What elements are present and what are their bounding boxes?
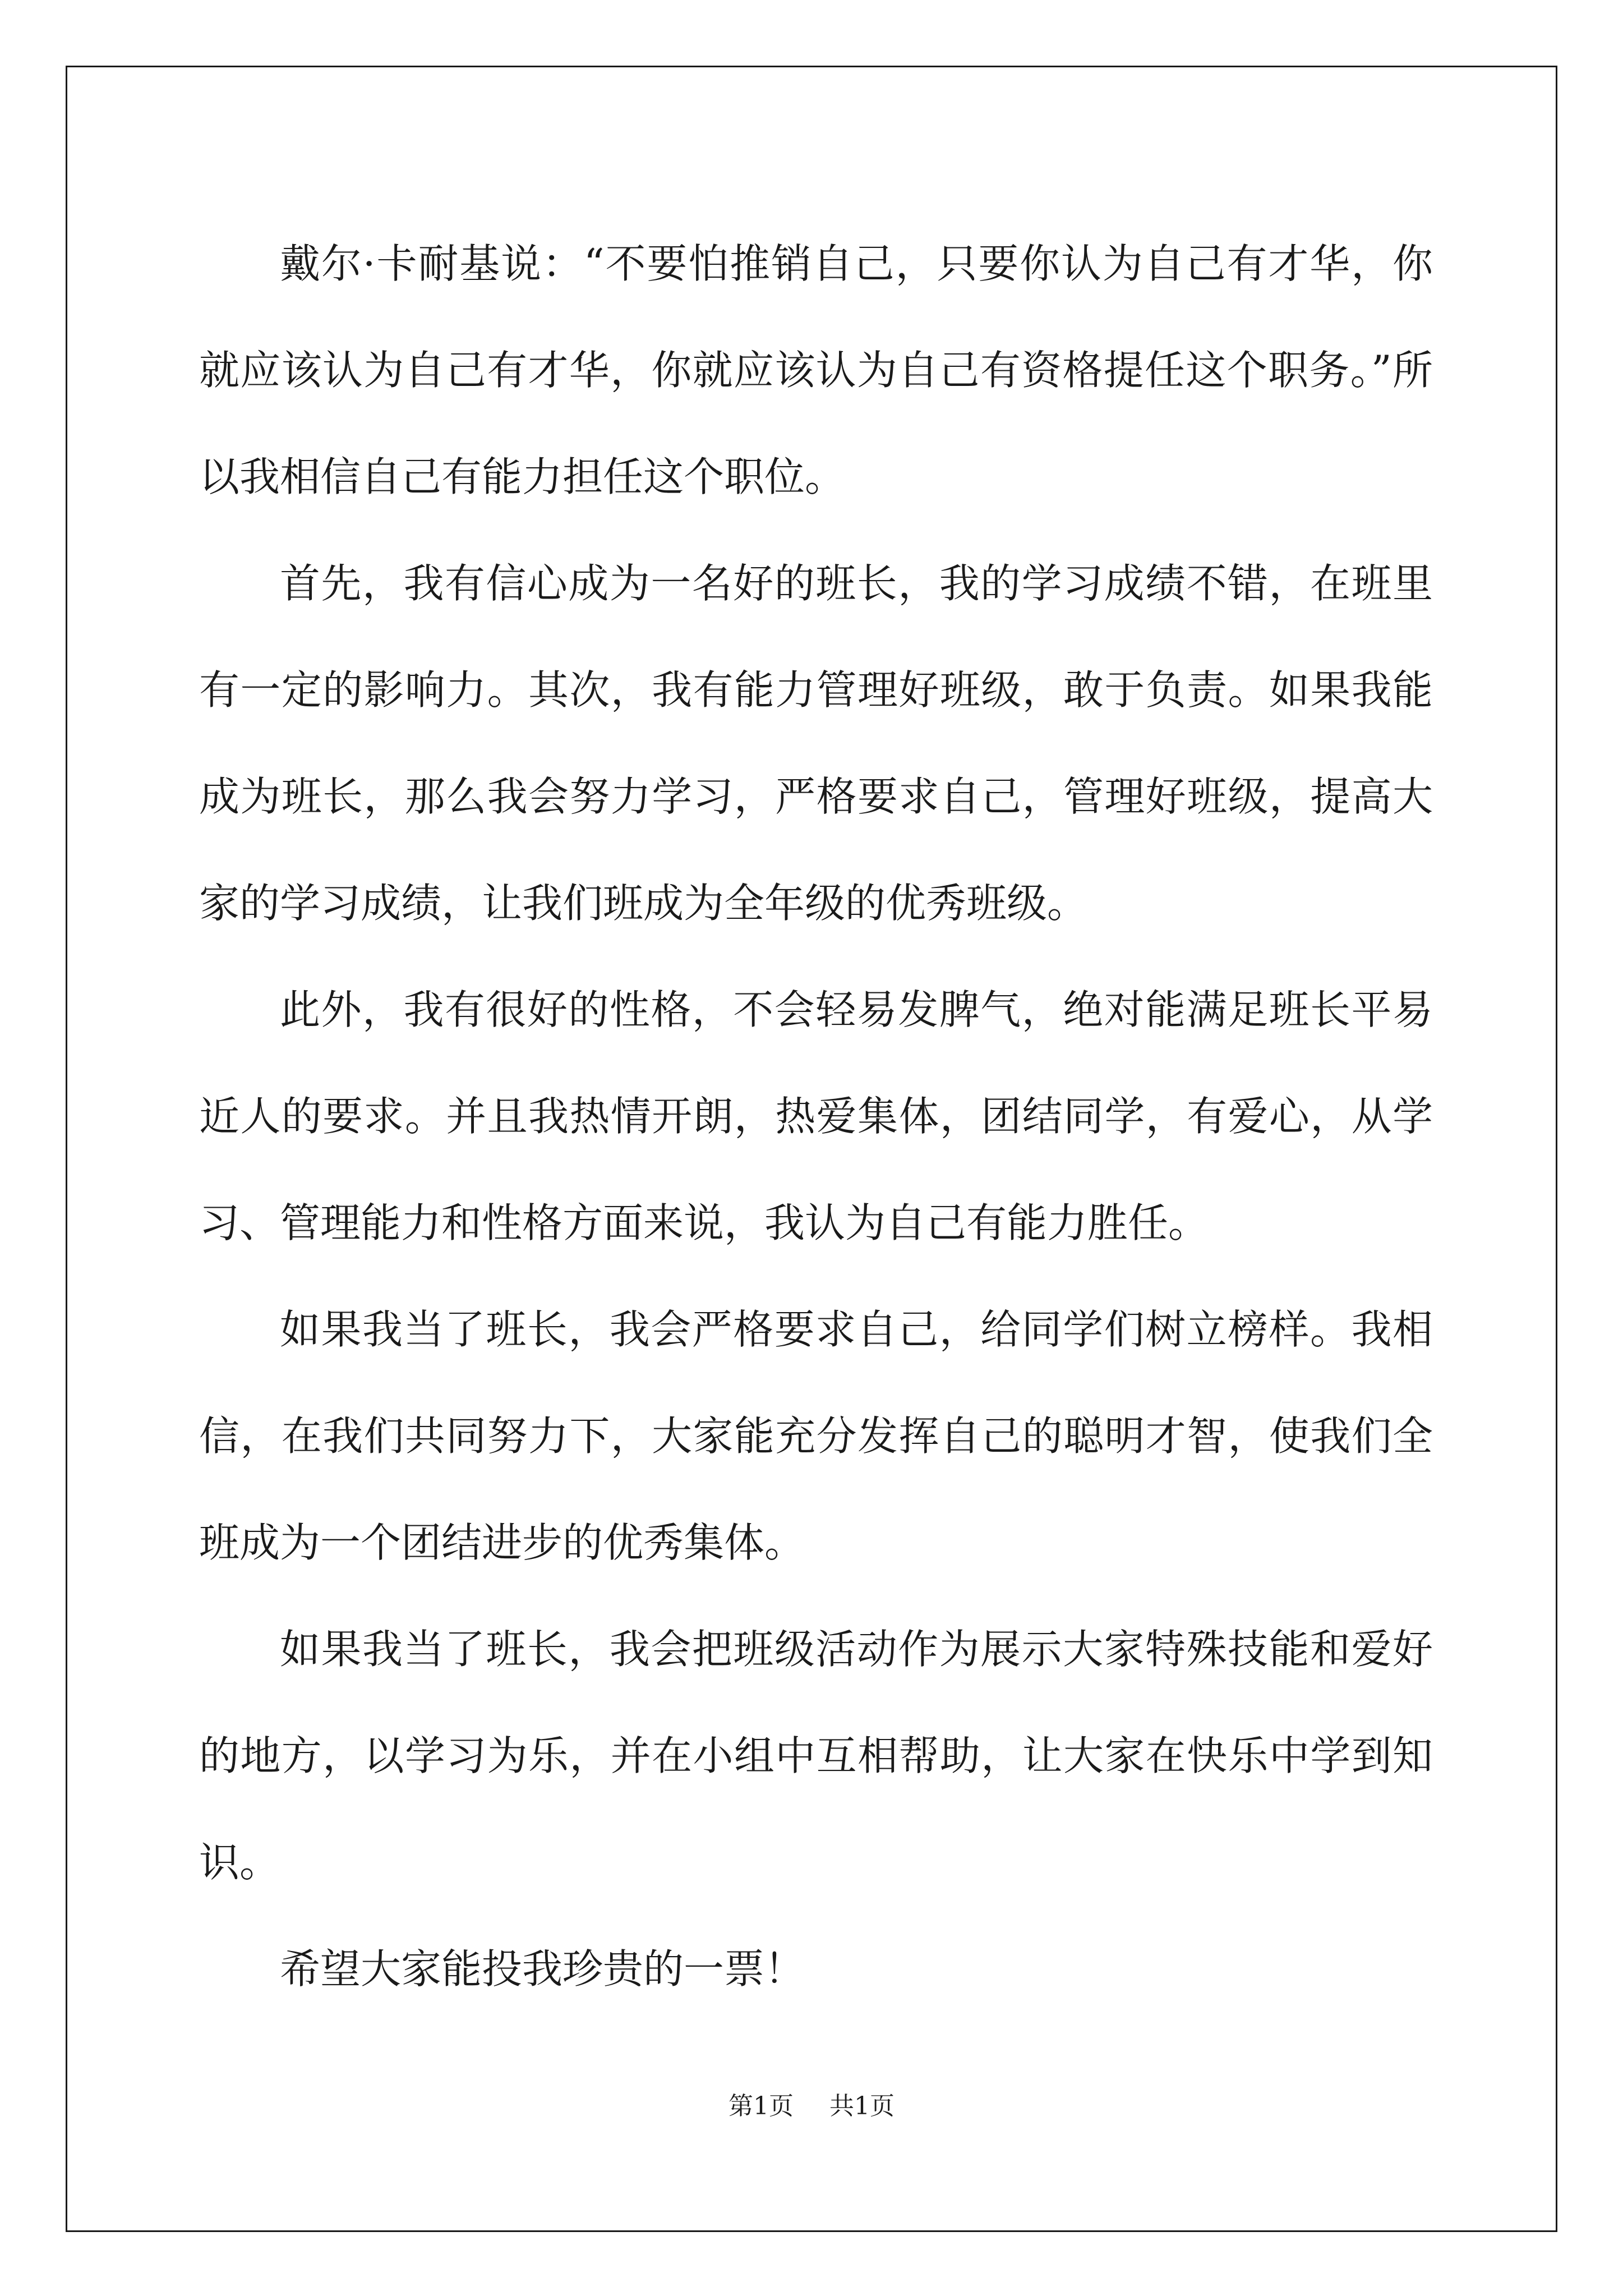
paragraph: 此外，我有很好的性格，不会轻易发脾气，绝对能满足班长平易近人的要求。并且我热情开朗，热爱集体，团结同学，有爱心，从学习、管理能力和性格方面来说，我认为自己有能力胜任。 bbox=[199, 986, 1433, 1246]
page-footer bbox=[0, 2086, 1623, 2122]
page-number: 第1页 bbox=[728, 2092, 794, 2120]
page-total: 共1页 bbox=[829, 2092, 895, 2120]
paragraph: 如果我当了班长，我会把班级活动作为展示大家特殊技能和爱好的地方，以学习为乐，并在小组中互相帮助，让大家在快乐中学到知识。 bbox=[199, 1626, 1433, 1886]
paragraph: 希望大家能投我珍贵的一票！ bbox=[280, 1945, 805, 1993]
paragraph: 戴尔·卡耐基说：“不要怕推销自己，只要你认为自己有才华，你就应该认为自己有才华，你就应该认为自己有资格提任这个职务。”所以我相信自己有能力担任这个职位。 bbox=[199, 240, 1433, 500]
paragraph: 首先，我有信心成为一名好的班长，我的学习成绩不错，在班里有一定的影响力。其次，我有能力管理好班级，敢于负责。如果我能成为班长，那么我会努力学习，严格要求自己，管理好班级，提高大家的学习成绩，让我们班成为全年级的优秀班级。 bbox=[199, 560, 1433, 927]
document-body bbox=[199, 210, 1433, 2022]
paragraph: 如果我当了班长，我会严格要求自己，给同学们树立榜样。我相信，在我们共同努力下，大家能充分发挥自己的聪明才智，使我们全班成为一个团结进步的优秀集体。 bbox=[199, 1306, 1433, 1566]
